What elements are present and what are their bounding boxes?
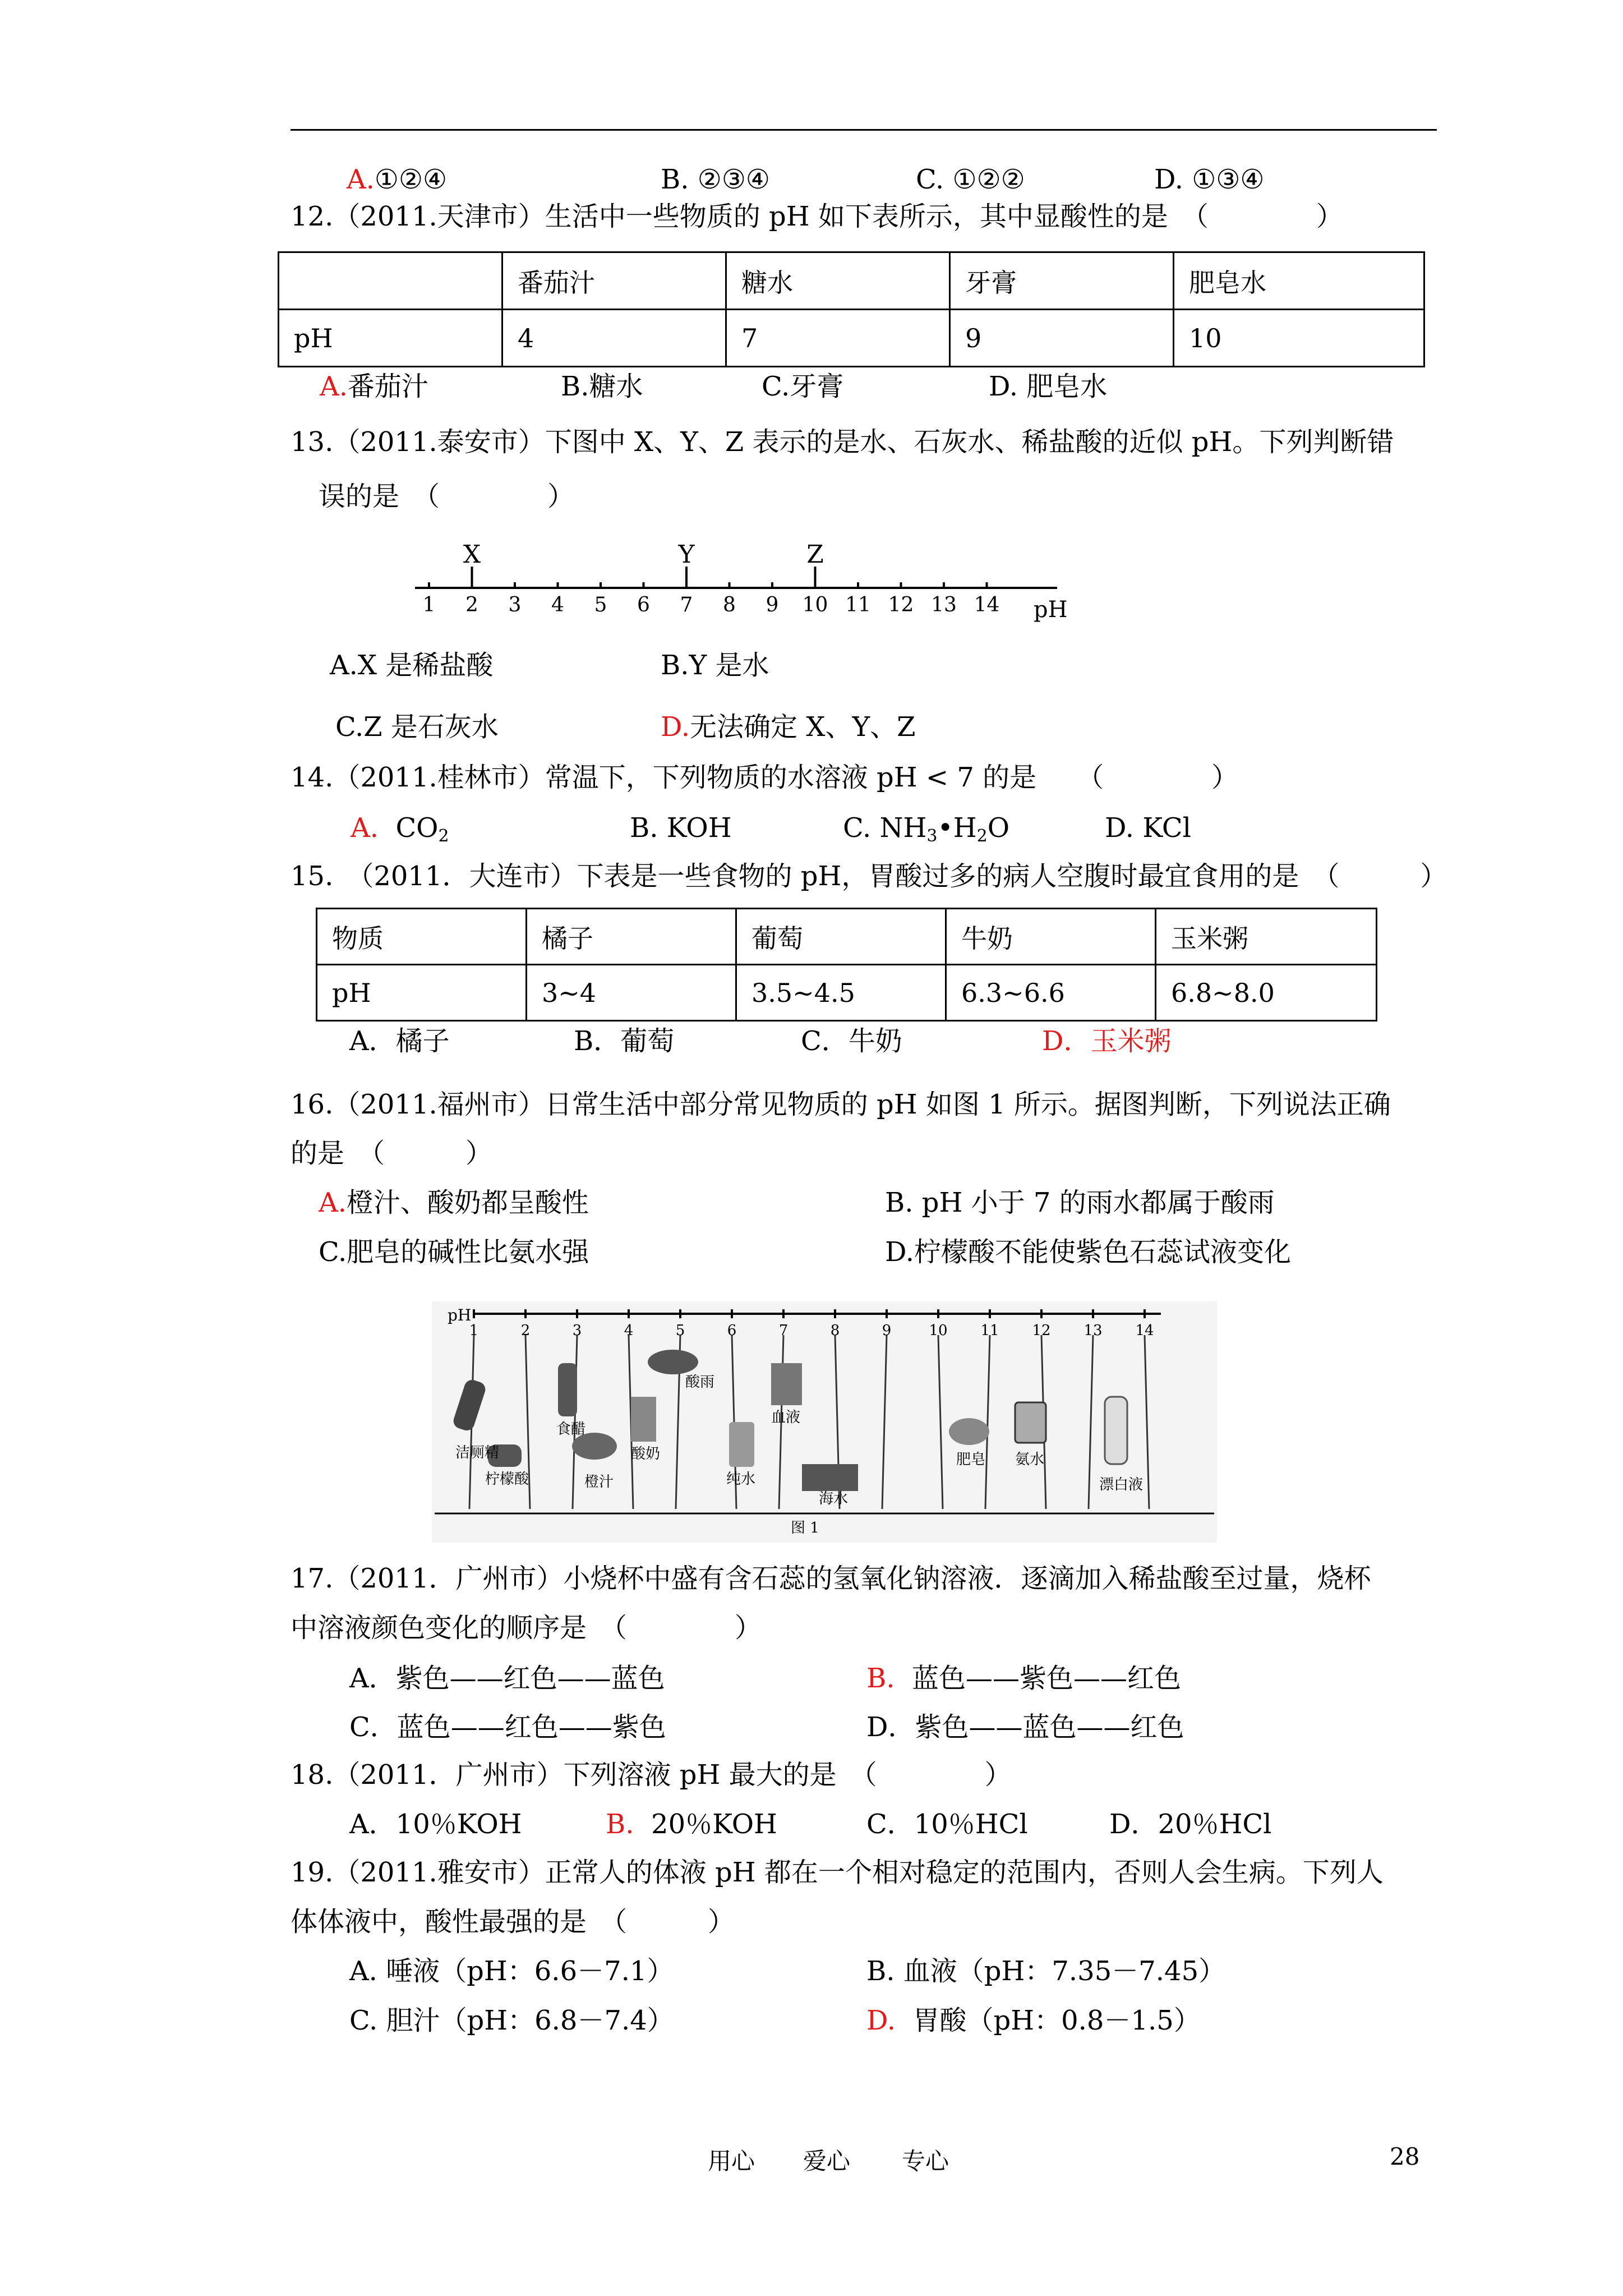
q17-option-c: C．蓝色——红色——紫色 [349, 1711, 666, 1743]
q15-row-label: pH [317, 965, 527, 1021]
rain-cloud-icon [648, 1350, 698, 1374]
yogurt-cup-icon [631, 1397, 656, 1442]
footer-motto-1: 用心 [708, 2147, 755, 2175]
q17-stem-line2: 中溶液颜色变化的顺序是 （ ） [291, 1612, 762, 1644]
q19-option-d: D. 胃酸（pH：0.8－1.5） [866, 2005, 1201, 2036]
q16-axis-label: pH [448, 1306, 472, 1324]
q16-item-label: 漂白液 [1099, 1476, 1144, 1493]
q16-axis-tick-label: 7 [778, 1322, 789, 1339]
q16-axis-tick-label: 10 [929, 1322, 948, 1339]
q13-option-a: A.X 是稀盐酸 [330, 650, 494, 681]
q18-stem: 18.（2011．广州市）下列溶液 pH 最大的是 （ ） [291, 1759, 1012, 1791]
q13-scale-mark-label: Z [806, 540, 824, 569]
q16-axis-tick-label: 6 [727, 1322, 737, 1339]
seawater-icon [802, 1464, 858, 1491]
q16-item-label: 氨水 [1015, 1451, 1045, 1468]
q19-stem-line2: 体体液中，酸性最强的是 （ ） [291, 1906, 735, 1938]
q16-axis-tick-label: 13 [1083, 1322, 1103, 1339]
q15-option-a: A．橘子 [349, 1025, 450, 1057]
blood-sample-icon [771, 1363, 802, 1405]
q13-scale-tick-label: 2 [465, 593, 478, 616]
q18-option-d: D．20％HCl [1109, 1809, 1272, 1840]
q16-item-label: 食醋 [556, 1421, 586, 1438]
q16-axis-tick-label: 11 [980, 1322, 999, 1339]
q16-figure [432, 1301, 1217, 1543]
q13-scale-tick-label: 4 [551, 593, 564, 616]
q18-option-b: B. 20％KOH [606, 1809, 777, 1840]
bleach-bottle-icon [1105, 1397, 1127, 1464]
q15-option-b: B．葡萄 [574, 1025, 675, 1057]
q15-header-cell: 玉米粥 [1156, 909, 1377, 965]
q12-value-cell: 7 [726, 310, 950, 367]
q13-scale-tick-label: 9 [766, 593, 779, 616]
q12-header-cell: 糖水 [726, 252, 950, 310]
q15-header-cell: 牛奶 [946, 909, 1156, 965]
q14-stem: 14.（2011.桂林市）常温下，下列物质的水溶液 pH < 7 的是 （ ） [291, 762, 1239, 793]
q15-header-cell: 物质 [317, 909, 527, 965]
q15-value-cell: 6.8~8.0 [1156, 965, 1377, 1021]
q15-stem: 15. （2011．大连市）下表是一些食物的 pH，胃酸过多的病人空腹时最宜食用的是 （ ） [291, 861, 1447, 892]
q16-item-label: 橙汁 [584, 1474, 614, 1490]
q13-scale-tick-label: 8 [723, 593, 736, 616]
water-glass-icon [729, 1422, 754, 1467]
q17-option-a: A．紫色——红色——蓝色 [349, 1663, 665, 1694]
q12-table [278, 251, 1425, 367]
q12-header-cell: 番茄汁 [502, 252, 726, 310]
q19-option-b: B. 血液（pH：7.35－7.45） [866, 1955, 1226, 1987]
q12-header-cell: 肥皂水 [1174, 252, 1424, 310]
q12-stem: 12.（2011.天津市）生活中一些物质的 pH 如下表所示，其中显酸性的是 （ ） [291, 201, 1343, 232]
q15-option-c: C．牛奶 [801, 1025, 902, 1057]
q12-value-cell: 9 [950, 310, 1174, 367]
q13-option-d: D.无法确定 X、Y、Z [661, 711, 916, 743]
q15-header-cell: 橘子 [527, 909, 736, 965]
q11-option-b: B. ②③④ [661, 164, 770, 195]
q13-scale-tick-label: 14 [974, 593, 1000, 616]
q13-scale-tick-label: 13 [931, 593, 957, 616]
q13-scale-mark-label: Y [678, 540, 695, 569]
q16-item-label: 肥皂 [956, 1451, 986, 1468]
q12-option-b: B.糖水 [561, 371, 643, 402]
q16-option-a: A.橙汁、酸奶都呈酸性 [319, 1187, 589, 1218]
q16-option-b: B. pH 小于 7 的雨水都属于酸雨 [885, 1187, 1275, 1218]
q15-value-cell: 6.3~6.6 [946, 965, 1156, 1021]
q16-figure-caption: 图 1 [791, 1520, 819, 1536]
q16-axis-tick-label: 5 [675, 1322, 685, 1339]
q16-item-label: 纯水 [726, 1471, 756, 1488]
q16-item-label: 海水 [819, 1490, 849, 1507]
page-number: 28 [1390, 2143, 1420, 2170]
q16-axis-tick-label: 4 [624, 1322, 634, 1339]
q17-option-d: D．紫色——蓝色——红色 [866, 1711, 1184, 1743]
q12-header-cell [279, 252, 502, 310]
q12-option-a: A.番茄汁 [320, 371, 428, 402]
q15-header-cell: 葡萄 [736, 909, 946, 965]
q13-scale-tick-label: 5 [594, 593, 607, 616]
q14-option-c: C. $NH_3•H_2O$ [843, 812, 1010, 846]
q16-option-c: C.肥皂的碱性比氨水强 [319, 1236, 589, 1268]
q13-stem-line1: 13.（2011.泰安市）下图中 X、Y、Z 表示的是水、石灰水、稀盐酸的近似 pH。下列判断错 [291, 426, 1394, 458]
q17-stem-line1: 17.（2011．广州市）小烧杯中盛有含石蕊的氢氧化钠溶液．逐滴加入稀盐酸至过量，烧杯 [291, 1563, 1371, 1594]
q14-option-a: A. $CO_2$ [351, 812, 449, 846]
q11-option-a: A.①②④ [347, 164, 448, 195]
q13-stem-line2: 误的是 （ ） [319, 481, 575, 512]
q13-scale-tick-label: 11 [845, 593, 871, 616]
q12-row-label: pH [279, 310, 502, 367]
footer-motto-3: 专心 [902, 2147, 949, 2175]
ammonia-beaker-icon [1015, 1402, 1046, 1443]
q17-option-b: B. 蓝色——紫色——红色 [866, 1663, 1182, 1694]
q13-option-c: C.Z 是石灰水 [335, 711, 499, 743]
q16-item-label: 洁厕精 [455, 1444, 500, 1461]
q16-axis-tick-label: 8 [830, 1322, 840, 1339]
q14-option-b: B. KOH [630, 812, 732, 844]
q12-value-cell: 4 [502, 310, 726, 367]
q13-scale-mark-label: X [463, 540, 481, 569]
q19-option-c: C. 胆汁（pH：6.8－7.4） [349, 2005, 674, 2036]
q12-option-c: C.牙膏 [762, 371, 844, 402]
q16-axis-tick-label: 14 [1135, 1322, 1154, 1339]
q13-scale-tick-label: 12 [888, 593, 914, 616]
q19-option-a: A. 唾液（pH：6.6－7.1） [349, 1955, 674, 1987]
q13-scale-tick-label: 1 [422, 593, 436, 616]
q15-option-d: D．玉米粥 [1042, 1025, 1172, 1057]
q18-option-a: A．10％KOH [349, 1809, 522, 1840]
q14-option-d: D. KCl [1105, 812, 1191, 844]
q16-axis-tick-label: 9 [882, 1322, 892, 1339]
q12-value-cell: 10 [1174, 310, 1424, 367]
q13-scale-unit: pH [1034, 597, 1068, 623]
header-rule [291, 129, 1437, 131]
q16-item-label: 酸奶 [631, 1446, 661, 1462]
q18-option-c: C．10％HCl [866, 1809, 1028, 1840]
q13-scale-tick-label: 6 [637, 593, 650, 616]
q15-value-cell: 3.5~4.5 [736, 965, 946, 1021]
q12-option-d: D. 肥皂水 [989, 371, 1108, 402]
q13-scale-tick-label: 3 [508, 593, 522, 616]
q16-item-label: 柠檬酸 [485, 1471, 529, 1488]
soap-icon [949, 1418, 989, 1445]
q16-option-d: D.柠檬酸不能使紫色石蕊试液变化 [885, 1236, 1292, 1268]
q15-table [316, 908, 1377, 1022]
q16-axis-tick-label: 1 [469, 1322, 479, 1339]
q15-value-cell: 3~4 [527, 965, 736, 1021]
q13-scale-tick-label: 7 [680, 593, 693, 616]
vinegar-bottle-icon [558, 1363, 577, 1416]
q11-option-c: C. ①②② [916, 164, 1025, 195]
footer-motto-2: 爱心 [803, 2147, 851, 2175]
q13-scale-tick-label: 10 [802, 593, 828, 616]
q11-option-d: D. ①③④ [1154, 164, 1265, 195]
q16-stem-line1: 16.（2011.福州市）日常生活中部分常见物质的 pH 如图 1 所示。据图判断，下列说法正确 [291, 1089, 1391, 1120]
q16-axis-tick-label: 12 [1032, 1322, 1051, 1339]
q19-stem-line1: 19.（2011.雅安市）正常人的体液 pH 都在一个相对稳定的范围内，否则人会生病。下列人 [291, 1857, 1384, 1888]
q13-ph-scale [412, 536, 1077, 623]
q16-stem-line2: 的是 （ ） [291, 1138, 493, 1169]
q16-item-label: 血液 [771, 1409, 801, 1426]
q13-option-b: B.Y 是水 [661, 650, 769, 681]
q12-header-cell: 牙膏 [950, 252, 1174, 310]
q16-axis-tick-label: 2 [520, 1322, 531, 1339]
q16-item-label: 酸雨 [685, 1374, 715, 1391]
q16-axis-tick-label: 3 [572, 1322, 582, 1339]
